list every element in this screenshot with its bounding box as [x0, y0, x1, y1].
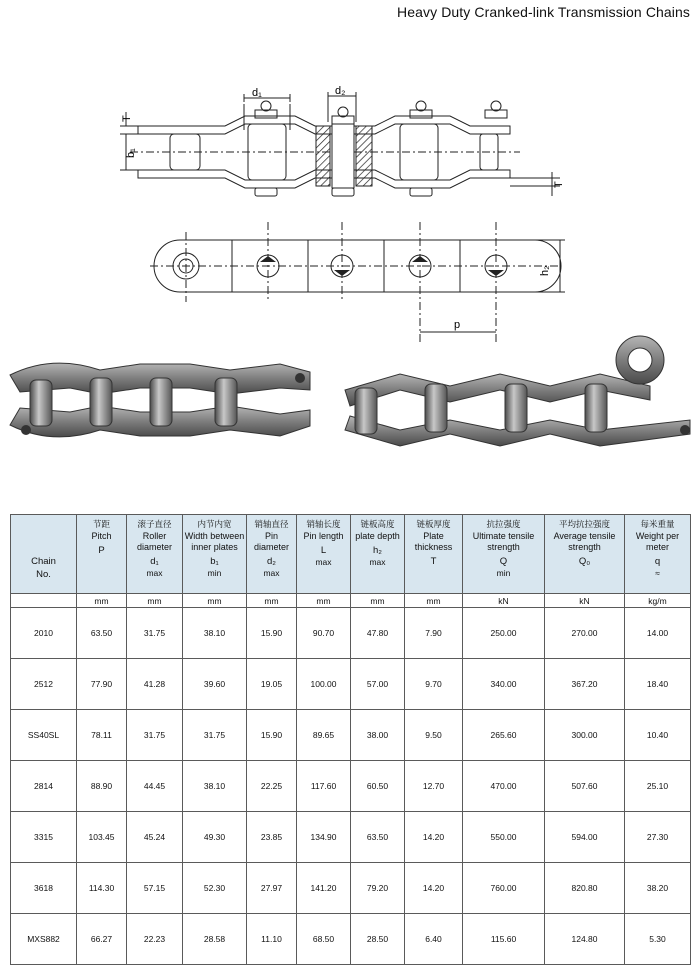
value-cell: 103.45: [77, 812, 127, 863]
value-cell: 300.00: [545, 710, 625, 761]
column-header: 内节内宽 Width between inner plates b₁ min: [183, 515, 247, 594]
value-cell: 15.90: [247, 710, 297, 761]
value-cell: 38.10: [183, 608, 247, 659]
table-header-row: [11, 515, 691, 594]
value-cell: 14.00: [625, 608, 691, 659]
value-cell: 38.10: [183, 761, 247, 812]
value-cell: 6.40: [405, 914, 463, 965]
b1-label: b₁: [125, 148, 137, 158]
column-header: 链板高度 plate depth h₂ max: [351, 515, 405, 594]
unit-cell: mm: [405, 594, 463, 608]
value-cell: 114.30: [77, 863, 127, 914]
table-row: [11, 761, 691, 812]
table-row: [11, 812, 691, 863]
unit-cell: mm: [297, 594, 351, 608]
value-cell: 89.65: [297, 710, 351, 761]
value-cell: 77.90: [77, 659, 127, 710]
spec-table: [10, 514, 691, 965]
value-cell: 115.60: [463, 914, 545, 965]
value-cell: 41.28: [127, 659, 183, 710]
table-row: [11, 608, 691, 659]
value-cell: 47.80: [351, 608, 405, 659]
value-cell: 14.20: [405, 863, 463, 914]
d1-label: d₁: [252, 87, 262, 99]
value-cell: 66.27: [77, 914, 127, 965]
value-cell: 594.00: [545, 812, 625, 863]
value-cell: 45.24: [127, 812, 183, 863]
value-cell: 23.85: [247, 812, 297, 863]
value-cell: 31.75: [127, 710, 183, 761]
unit-cell: mm: [127, 594, 183, 608]
value-cell: 27.30: [625, 812, 691, 863]
value-cell: 9.50: [405, 710, 463, 761]
value-cell: 28.50: [351, 914, 405, 965]
value-cell: 68.50: [297, 914, 351, 965]
chain-no-header: Chain No.: [11, 515, 77, 594]
chain-no-cell: 3618: [11, 863, 77, 914]
chain-photos: [0, 330, 700, 480]
value-cell: 60.50: [351, 761, 405, 812]
chain-no-cell: SS40SL: [11, 710, 77, 761]
unit-cell: mm: [77, 594, 127, 608]
value-cell: 49.30: [183, 812, 247, 863]
value-cell: 117.60: [297, 761, 351, 812]
value-cell: 507.60: [545, 761, 625, 812]
page-title: Heavy Duty Cranked-link Transmission Chains: [397, 4, 690, 20]
column-header: 抗拉强度 Ultimate tensile strength Q min: [463, 515, 545, 594]
value-cell: 31.75: [183, 710, 247, 761]
unit-cell: kg/m: [625, 594, 691, 608]
t-bottom-label: T: [553, 181, 565, 188]
chain-no-cell: MXS882: [11, 914, 77, 965]
value-cell: 22.23: [127, 914, 183, 965]
value-cell: 7.90: [405, 608, 463, 659]
chain-technical-drawing: [120, 82, 590, 347]
t-top-label: T: [121, 115, 133, 122]
column-header: 链板厚度 Plate thickness T: [405, 515, 463, 594]
value-cell: 39.60: [183, 659, 247, 710]
unit-cell: kN: [545, 594, 625, 608]
column-header: 销轴直径 Pin diameter d₂ max: [247, 515, 297, 594]
value-cell: 63.50: [77, 608, 127, 659]
unit-cell: kN: [463, 594, 545, 608]
table-row: [11, 863, 691, 914]
value-cell: 550.00: [463, 812, 545, 863]
value-cell: 38.20: [625, 863, 691, 914]
value-cell: 88.90: [77, 761, 127, 812]
value-cell: 31.75: [127, 608, 183, 659]
column-header: 平均抗拉强度 Average tensile strength Q₀: [545, 515, 625, 594]
value-cell: 100.00: [297, 659, 351, 710]
value-cell: 270.00: [545, 608, 625, 659]
value-cell: 79.20: [351, 863, 405, 914]
value-cell: 22.25: [247, 761, 297, 812]
h2-label: h₂: [539, 265, 551, 276]
value-cell: 78.11: [77, 710, 127, 761]
value-cell: 57.15: [127, 863, 183, 914]
value-cell: 141.20: [297, 863, 351, 914]
value-cell: 63.50: [351, 812, 405, 863]
value-cell: 15.90: [247, 608, 297, 659]
chain-no-cell: 2512: [11, 659, 77, 710]
cranked-chain-photo: [345, 336, 690, 446]
table-body: [11, 608, 691, 965]
value-cell: 5.30: [625, 914, 691, 965]
p-label: p: [454, 319, 461, 331]
value-cell: 19.05: [247, 659, 297, 710]
units-row: [11, 594, 691, 608]
unit-cell: mm: [351, 594, 405, 608]
column-header: 每米重量 Weight per meter q ≈: [625, 515, 691, 594]
value-cell: 12.70: [405, 761, 463, 812]
value-cell: 367.20: [545, 659, 625, 710]
unit-cell-empty: [11, 594, 77, 608]
chain-no-cell: 3315: [11, 812, 77, 863]
chain-no-cell: 2010: [11, 608, 77, 659]
value-cell: 90.70: [297, 608, 351, 659]
straight-chain-photo: [10, 363, 310, 437]
value-cell: 57.00: [351, 659, 405, 710]
column-header: 节距 Pitch P: [77, 515, 127, 594]
value-cell: 52.30: [183, 863, 247, 914]
table-row: [11, 659, 691, 710]
value-cell: 10.40: [625, 710, 691, 761]
value-cell: 25.10: [625, 761, 691, 812]
column-header: 滚子直径 Roller diameter d₁ max: [127, 515, 183, 594]
value-cell: 340.00: [463, 659, 545, 710]
value-cell: 44.45: [127, 761, 183, 812]
column-header: 销轴长度 Pin length L max: [297, 515, 351, 594]
value-cell: 250.00: [463, 608, 545, 659]
value-cell: 470.00: [463, 761, 545, 812]
d2-label: d₂: [335, 85, 346, 97]
unit-cell: mm: [247, 594, 297, 608]
value-cell: 760.00: [463, 863, 545, 914]
value-cell: 124.80: [545, 914, 625, 965]
value-cell: 14.20: [405, 812, 463, 863]
value-cell: 27.97: [247, 863, 297, 914]
value-cell: 9.70: [405, 659, 463, 710]
table-row: [11, 710, 691, 761]
value-cell: 18.40: [625, 659, 691, 710]
value-cell: 134.90: [297, 812, 351, 863]
value-cell: 820.80: [545, 863, 625, 914]
value-cell: 265.60: [463, 710, 545, 761]
unit-cell: mm: [183, 594, 247, 608]
value-cell: 28.58: [183, 914, 247, 965]
value-cell: 38.00: [351, 710, 405, 761]
chain-no-cell: 2814: [11, 761, 77, 812]
value-cell: 11.10: [247, 914, 297, 965]
